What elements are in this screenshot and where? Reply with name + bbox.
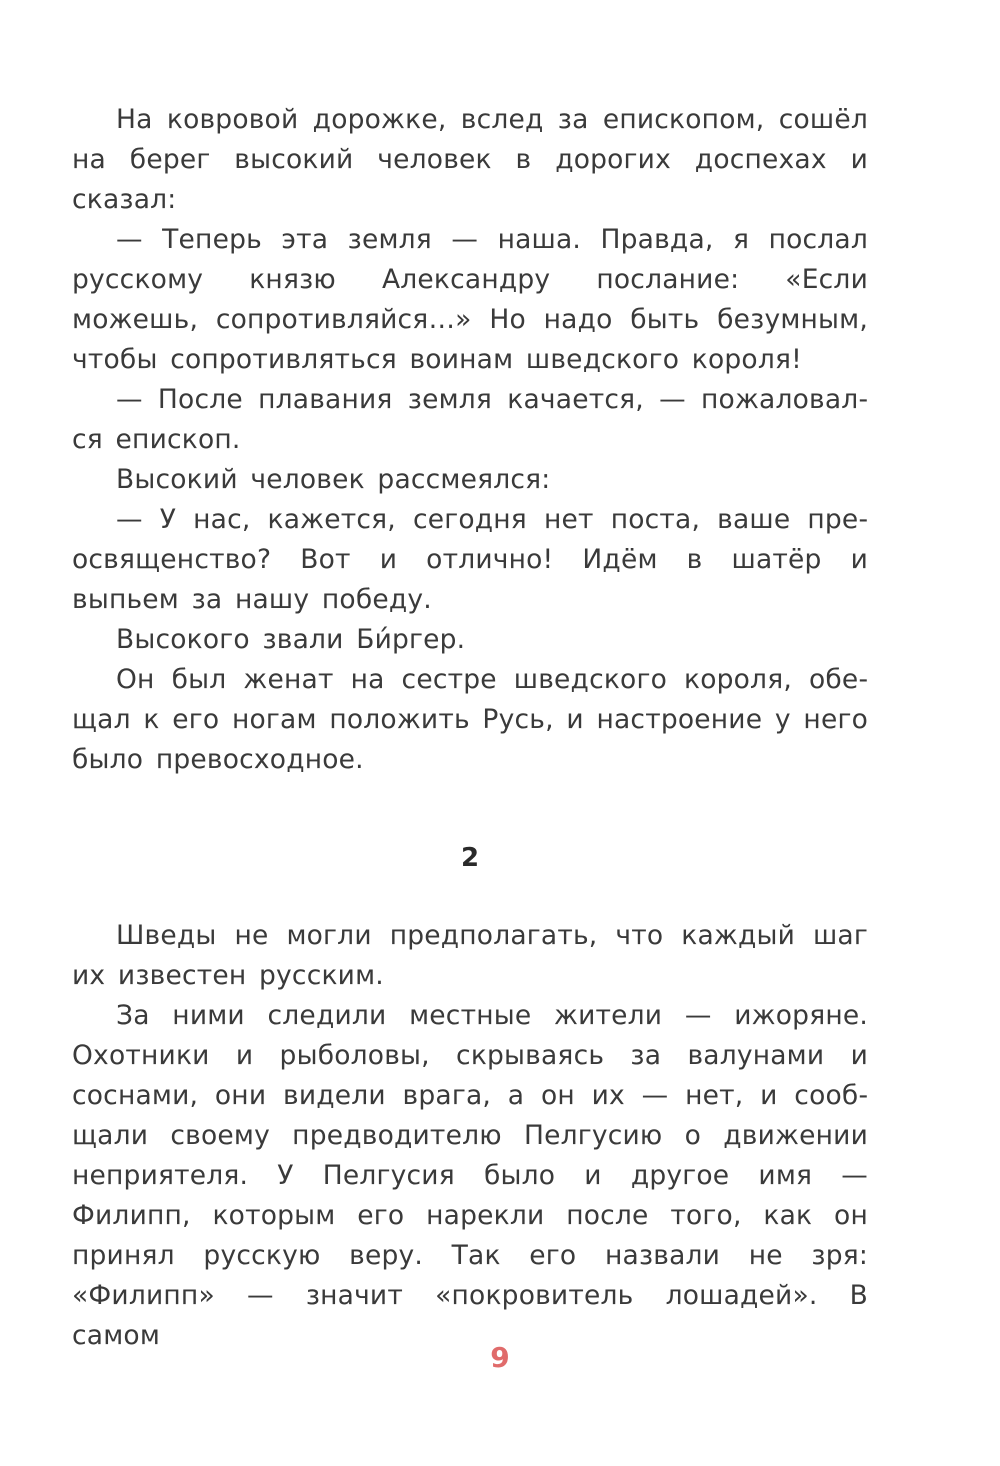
page-text-block [72,100,868,1356]
page-number: 9 [490,1341,510,1374]
paragraph: Высокого звали Би́ргер. [116,624,466,655]
paragraph: Высокий человек рассмеялся: [116,464,551,495]
section-number: 2 [460,843,480,873]
paragraph: Он был женат на сестре шведского короля, обещал к его ногам положить Русь, и настроение у него было превосходное. [72,664,868,775]
paragraph: За ними следили местные жители — ижоряне. Охотники и рыболовы, скрываясь за валунами и соснами, они видели врага, а он их — нет, и сообщали своему предводителю Пелгусию о движении неприятеля. У Пелгусия было и другое имя — Филипп, которым его нарекли после того, как он принял русскую веру. Так его назвали не зря: «Филипп» — значит «покровитель лошадей». В самом [72,1000,868,1351]
paragraph: На ковровой дорожке, вслед за епископом, сошёл на берег высокий человек в дорогих доспехах и сказал: [72,104,868,215]
paragraph: — У нас, кажется, сегодня нет поста, ваше преосвященство? Вот и отлично! Идём в шатёр и выпьем за нашу победу. [72,504,868,615]
paragraph: — После плавания земля качается, — пожаловался епископ. [72,384,868,455]
paragraph: Шведы не могли предполагать, что каждый шаг их известен русским. [72,920,868,991]
paragraph: — Теперь эта земля — наша. Правда, я послал русскому князю Александру послание: «Если можешь, сопротивляйся…» Но надо быть безумным, чтобы сопротивляться воинам шведского короля! [72,224,868,375]
